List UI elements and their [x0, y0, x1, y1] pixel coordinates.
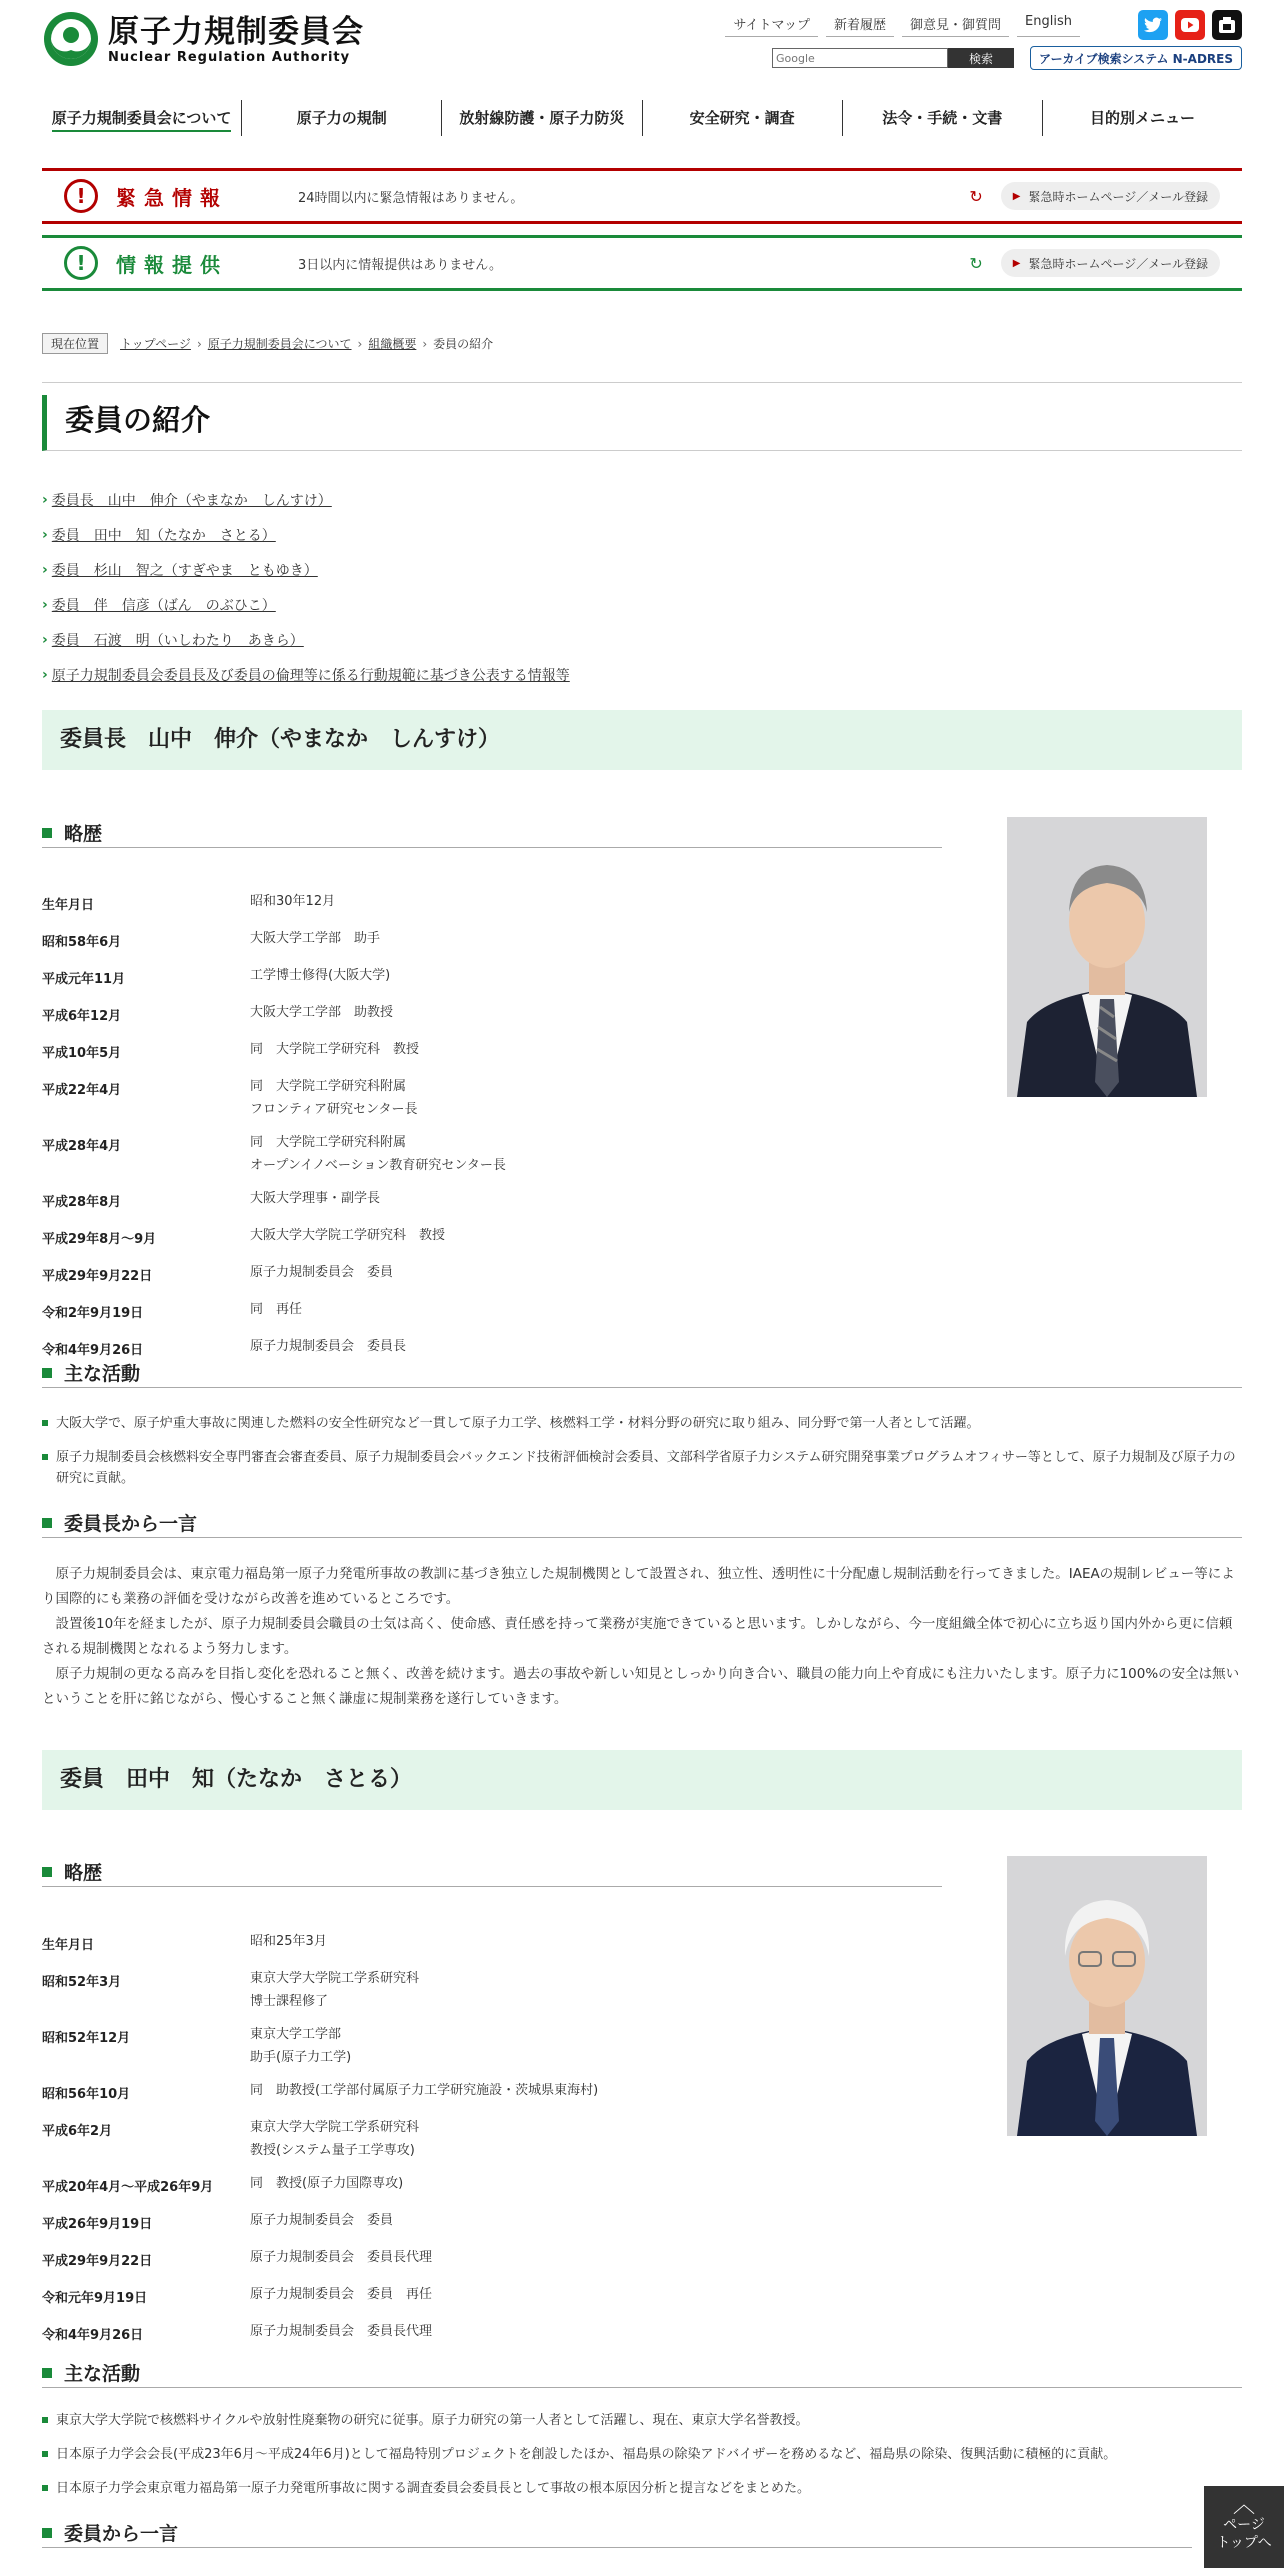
anchor-link-label: 委員 石渡 明（いしわたり あきら）	[51, 632, 304, 649]
career-detail: オープンイノベーション教育研究センター長	[250, 1158, 506, 1173]
career-date: 令和元年9月19日	[42, 2291, 148, 2306]
activity-text: 大阪大学で、原子炉重大事故に関連した燃料の安全性研究など一貫して原子力工学、核燃料工学・材料分野の研究に取り組み、同分野で第一人者として活躍。	[56, 1416, 980, 1431]
career-date: 昭和56年10月	[42, 2087, 131, 2102]
career-date: 平成28年4月	[42, 1139, 122, 1154]
nra-logo-mark-icon	[42, 10, 100, 68]
info-title: 情報提供	[116, 252, 228, 277]
career-row	[42, 2116, 598, 2162]
nav-item-laws[interactable]	[843, 100, 1043, 136]
career-date: 令和4年9月26日	[42, 1343, 144, 1358]
twitter-icon[interactable]	[1138, 10, 1168, 40]
chevron-right-icon: ›	[42, 596, 48, 613]
logo-japanese-name: 原子力規制委員会	[108, 13, 364, 50]
exclamation-icon: !	[64, 246, 98, 280]
chevron-right-icon: ›	[422, 336, 428, 351]
message-paragraph: 原子力規制委員会は、東京電力福島第一原子力発電所事故の教訓に基づき独立した規制機関として設置され、独立性、透明性に十分配慮し規制活動を行ってきました。IAEAの規制レビュー等により国際的にも業務の評価を受けながら改善を進めているところです。	[42, 1566, 1235, 1607]
heading-square-icon	[42, 1368, 52, 1378]
career-row	[42, 1930, 598, 1957]
nav-item-about[interactable]	[42, 100, 242, 136]
emergency-title: 緊急情報	[116, 185, 228, 210]
career-row	[42, 1261, 506, 1288]
page-top-label: トップへ	[1216, 2535, 1272, 2551]
list-item	[42, 1447, 1242, 1489]
career-row	[42, 1298, 506, 1325]
member-photo	[1007, 1856, 1207, 2136]
career-row	[42, 2172, 598, 2199]
activities-title: 主な活動	[64, 2363, 141, 2385]
career-detail: 東京大学大学院工学系研究科	[250, 1971, 420, 1986]
page-top-label: ページ	[1223, 2517, 1265, 2533]
anchor-link-label: 委員長 山中 伸介（やまなか しんすけ）	[51, 492, 332, 509]
message-heading	[42, 1508, 1242, 1538]
career-detail: 原子力規制委員会 委員長代理	[250, 2250, 433, 2265]
career-row	[42, 1075, 506, 1121]
career-list	[42, 890, 506, 1372]
career-detail: 原子力規制委員会 委員 再任	[250, 2287, 433, 2302]
activity-text: 日本原子力学会東京電力福島第一原子力発電所事故に関する調査委員会委員長として事故の根本原因分析と提言などをまとめた。	[56, 2481, 811, 2496]
list-item	[42, 2478, 1242, 2499]
recording-device-icon[interactable]	[1212, 10, 1242, 40]
career-date: 平成22年4月	[42, 1083, 122, 1098]
activities-heading	[42, 2358, 1242, 2388]
member-heading: 委員長 山中 伸介（やまなか しんすけ）	[42, 710, 1242, 770]
info-message: 3日以内に情報提供はありません。	[298, 257, 503, 273]
page-top-button[interactable]	[1204, 2486, 1284, 2568]
career-detail: 同 再任	[250, 1302, 303, 1317]
play-triangle-icon: ▶	[1012, 257, 1021, 269]
anchor-link[interactable]	[42, 552, 570, 587]
bullet-icon	[42, 2417, 48, 2423]
nav-label: 安全研究・調査	[689, 109, 795, 127]
nav-item-regulation[interactable]	[242, 100, 442, 136]
career-row	[42, 1187, 506, 1214]
anchor-link-label: 原子力規制委員会委員長及び委員の倫理等に係る行動規範に基づき公表する情報等	[51, 667, 570, 684]
whats-new-link[interactable]: 新着履歴	[826, 14, 894, 37]
career-date: 平成6年2月	[42, 2124, 113, 2139]
career-row	[42, 1131, 506, 1177]
career-date: 生年月日	[42, 1938, 95, 1953]
info-page-link[interactable]	[1001, 249, 1220, 277]
career-detail: 大阪大学大学院工学研究科 教授	[250, 1228, 446, 1243]
career-heading	[42, 1857, 942, 1887]
career-row	[42, 890, 506, 917]
site-search	[772, 48, 1014, 68]
english-link[interactable]: English	[1017, 14, 1080, 37]
career-title: 略歴	[64, 823, 103, 845]
chevron-right-icon: ›	[196, 336, 202, 351]
anchor-link-label: 委員 伴 信彦（ばん のぶひこ）	[51, 597, 276, 614]
career-row	[42, 2283, 598, 2310]
heading-square-icon	[42, 1518, 52, 1528]
nav-label: 放射線防護・原子力防災	[459, 109, 625, 127]
activities-list	[42, 1413, 1242, 1502]
chevron-right-icon: ›	[42, 491, 48, 508]
career-detail: 原子力規制委員会 委員長	[250, 1339, 407, 1354]
career-row	[42, 2320, 598, 2347]
nav-label: 法令・手続・文書	[882, 109, 1003, 127]
search-input[interactable]	[772, 48, 948, 68]
chevron-right-icon: ›	[42, 561, 48, 578]
career-detail: 同 大学院工学研究科附属	[250, 1135, 407, 1150]
career-row	[42, 1224, 506, 1251]
site-logo[interactable]	[42, 10, 364, 68]
message-title: 委員から一言	[64, 2523, 179, 2545]
career-detail: 大阪大学工学部 助手	[250, 931, 381, 946]
message-paragraph: 設置後10年を経ましたが、原子力規制委員会職員の士気は高く、使命感、責任感を持って業務が実施できていると思います。しかしながら、今一度組織全体で初心に立ち返り国内外から更に信頼される規制機関となれるよう努力します。	[42, 1616, 1233, 1657]
career-row	[42, 2023, 598, 2069]
chevron-right-icon: ›	[42, 526, 48, 543]
career-detail: 東京大学工学部	[250, 2027, 342, 2042]
heading-square-icon	[42, 2528, 52, 2538]
career-detail: 東京大学大学院工学系研究科	[250, 2120, 420, 2135]
list-item	[42, 2410, 1242, 2431]
career-detail: フロンティア研究センター長	[250, 1102, 418, 1117]
nav-item-radiation-protection[interactable]	[442, 100, 642, 136]
activities-title: 主な活動	[64, 1363, 141, 1385]
career-date: 平成6年12月	[42, 1009, 122, 1024]
career-row	[42, 2209, 598, 2236]
career-date: 昭和52年12月	[42, 2031, 131, 2046]
message-title: 委員長から一言	[64, 1513, 198, 1535]
breadcrumb-item[interactable]: 組織概要	[368, 337, 417, 351]
emergency-page-link[interactable]	[1001, 182, 1220, 210]
nav-item-safety-research[interactable]	[643, 100, 843, 136]
chevron-right-icon: ›	[357, 336, 363, 351]
refresh-icon[interactable]: ↻	[969, 253, 983, 273]
activities-heading	[42, 1358, 1242, 1388]
career-date: 平成29年9月22日	[42, 2254, 153, 2269]
activities-list	[42, 2410, 1242, 2512]
career-row	[42, 964, 506, 991]
breadcrumb-current: 委員の紹介	[433, 337, 494, 351]
emergency-link-label: 緊急時ホームページ／メール登録	[1028, 189, 1208, 204]
anchor-link[interactable]	[42, 657, 570, 692]
heading-square-icon	[42, 1867, 52, 1877]
heading-square-icon	[42, 828, 52, 838]
career-row	[42, 1038, 506, 1065]
career-row	[42, 2079, 598, 2106]
career-detail: 博士課程修了	[250, 1994, 329, 2009]
divider	[42, 382, 1242, 383]
anchor-link[interactable]	[42, 622, 570, 657]
activity-text: 日本原子力学会会長(平成23年6月〜平成24年6月)として福島特別プロジェクトを創設したほか、福島県の除染アドバイザーを務めるなど、福島県の除染、復興活動に積極的に貢献。	[56, 2447, 1117, 2462]
archive-search-button[interactable]: アーカイブ検索システム N-ADRES	[1030, 46, 1242, 70]
bullet-icon	[42, 2485, 48, 2491]
info-link-label: 緊急時ホームページ／メール登録	[1028, 256, 1208, 271]
career-date: 平成29年9月22日	[42, 1269, 153, 1284]
info-provision-bar	[42, 235, 1242, 291]
career-date: 平成20年4月〜平成26年9月	[42, 2180, 214, 2195]
site-header	[42, 10, 1242, 80]
page-title: 委員の紹介	[42, 395, 1242, 451]
list-item	[42, 1413, 1242, 1434]
heading-square-icon	[42, 2368, 52, 2378]
list-item	[42, 2444, 1242, 2465]
career-detail: 昭和25年3月	[250, 1934, 327, 1949]
anchor-link-label: 委員 田中 知（たなか さとる）	[51, 527, 276, 544]
nav-label: 目的別メニュー	[1089, 109, 1195, 127]
member-heading: 委員 田中 知（たなか さとる）	[42, 1750, 1242, 1810]
nav-label: 原子力の規制	[296, 109, 387, 127]
activity-text: 原子力規制委員会核燃料安全専門審査会審査委員、原子力規制委員会バックエンド技術評価検討会委員、文部科学省原子力システム研究開発事業プログラムオフィサー等として、原子力規制及び原子力の研究に貢献。	[56, 1450, 1236, 1486]
breadcrumb-item[interactable]: トップページ	[120, 337, 191, 351]
career-detail: 大阪大学理事・副学長	[250, 1191, 381, 1206]
career-row	[42, 1967, 598, 2013]
career-detail: 大阪大学工学部 助教授	[250, 1005, 394, 1020]
bullet-icon	[42, 1454, 48, 1460]
career-date: 昭和52年3月	[42, 1975, 122, 1990]
activity-text: 東京大学大学院で核燃料サイクルや放射性廃棄物の研究に従事。原子力研究の第一人者として活躍し、現在、東京大学名誉教授。	[56, 2413, 809, 2428]
chevron-right-icon: ›	[42, 666, 48, 683]
career-date: 平成28年8月	[42, 1195, 122, 1210]
anchor-link[interactable]	[42, 517, 570, 552]
bullet-icon	[42, 1420, 48, 1426]
member-anchor-list	[42, 482, 570, 692]
career-detail: 同 教授(原子力国際専攻)	[250, 2176, 404, 2191]
career-detail: 工学博士修得(大阪大学)	[250, 968, 391, 983]
nav-item-purpose-menu[interactable]	[1043, 100, 1242, 136]
career-detail: 同 大学院工学研究科附属	[250, 1079, 407, 1094]
career-detail: 原子力規制委員会 委員	[250, 2213, 394, 2228]
career-date: 令和4年9月26日	[42, 2328, 144, 2343]
chevron-right-icon: ›	[42, 631, 48, 648]
anchor-link[interactable]	[42, 482, 570, 517]
career-date: 平成29年8月〜9月	[42, 1232, 157, 1247]
anchor-link-label: 委員 杉山 智之（すぎやま ともゆき）	[51, 562, 318, 579]
emergency-info-bar	[42, 168, 1242, 224]
social-links	[1138, 10, 1242, 40]
career-detail: 昭和30年12月	[250, 894, 336, 909]
career-list	[42, 1930, 598, 2357]
career-detail: 同 大学院工学研究科 教授	[250, 1042, 420, 1057]
message-body	[42, 1562, 1242, 1712]
breadcrumb-label: 現在位置	[42, 333, 108, 354]
career-detail: 教授(システム量子工学専攻)	[250, 2143, 415, 2158]
refresh-icon[interactable]: ↻	[969, 186, 983, 206]
career-detail: 原子力規制委員会 委員長代理	[250, 2324, 433, 2339]
search-button[interactable]: 検索	[948, 48, 1014, 68]
message-paragraph: 原子力規制の更なる高みを目指し変化を恐れること無く、改善を続けます。過去の事故や新しい知見としっかり向き合い、職員の能力向上や育成にも注力いたします。原子力に100%の安全は無いということを肝に銘じながら、慢心すること無く謙虚に規制業務を遂行していきます。	[42, 1666, 1240, 1707]
bullet-icon	[42, 2451, 48, 2457]
career-date: 生年月日	[42, 898, 95, 913]
logo-english-name: Nuclear Regulation Authority	[108, 49, 351, 65]
play-triangle-icon: ▶	[1012, 190, 1021, 202]
career-row	[42, 927, 506, 954]
career-heading	[42, 818, 942, 848]
breadcrumb-item[interactable]: 原子力規制委員会について	[207, 337, 352, 351]
career-detail: 助手(原子力工学)	[250, 2050, 352, 2065]
global-nav	[42, 100, 1242, 136]
career-detail: 原子力規制委員会 委員	[250, 1265, 394, 1280]
career-detail: 同 助教授(工学部付属原子力工学研究施設・茨城県東海村)	[250, 2083, 599, 2098]
nav-label: 原子力規制委員会について	[52, 109, 232, 132]
message-heading	[42, 2518, 1192, 2548]
career-row	[42, 2246, 598, 2273]
career-date: 平成元年11月	[42, 972, 126, 987]
career-title: 略歴	[64, 1862, 103, 1884]
career-date: 平成10年5月	[42, 1046, 122, 1061]
member-photo	[1007, 817, 1207, 1097]
feedback-link[interactable]: 御意見・御質問	[902, 14, 1009, 37]
youtube-icon[interactable]	[1175, 10, 1205, 40]
utility-links	[721, 14, 1084, 37]
career-date: 昭和58年6月	[42, 935, 122, 950]
exclamation-icon: !	[64, 179, 98, 213]
breadcrumb	[42, 333, 493, 354]
emergency-message: 24時間以内に緊急情報はありません。	[298, 190, 524, 206]
career-date: 令和2年9月19日	[42, 1306, 144, 1321]
sitemap-link[interactable]: サイトマップ	[725, 14, 818, 37]
anchor-link[interactable]	[42, 587, 570, 622]
chevron-up-icon: ︿	[1232, 2493, 1255, 2518]
career-row	[42, 1001, 506, 1028]
career-date: 平成26年9月19日	[42, 2217, 153, 2232]
